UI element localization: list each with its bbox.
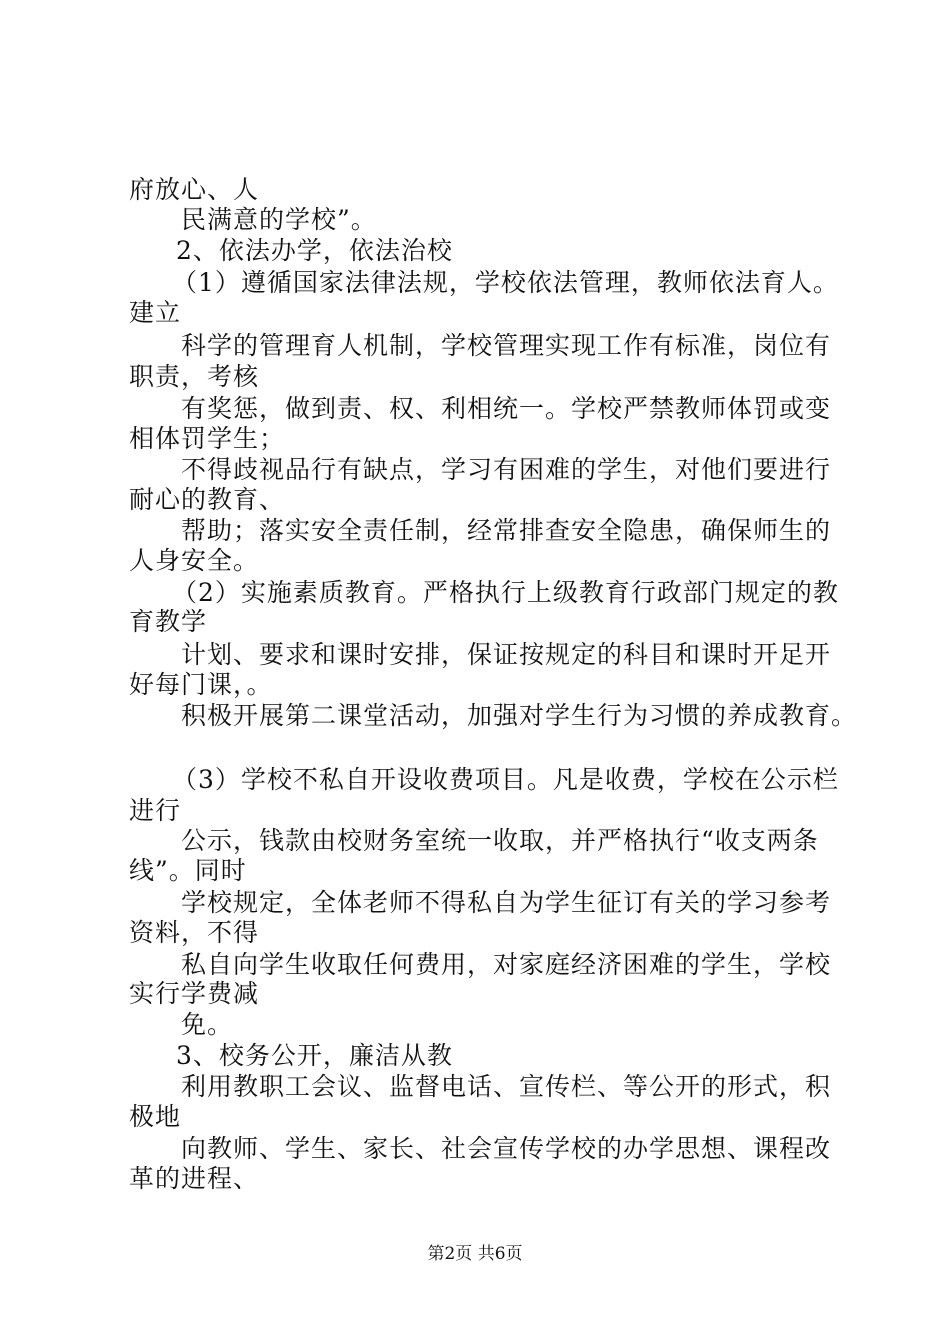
text-line: 积极开展第二课堂活动，加强对学生行为习惯的养成教育。 <box>181 701 858 730</box>
text-line: 科学的管理育人机制，学校管理实现工作有标准，岗位有 <box>181 331 832 360</box>
text-line: 向教师、学生、家长、社会宣传学校的办学思想、课程改 <box>181 1134 832 1163</box>
text-line: （1）遵循国家法律法规，学校依法管理，教师依法育人。 <box>172 268 839 297</box>
text-line: 学校规定，全体老师不得私自为学生征订有关的学习参考 <box>181 888 832 917</box>
page-number-footer: 第2页 共6页 <box>427 1244 523 1264</box>
text-line: 利用教职工会议、监督电话、宣传栏、等公开的形式，积 <box>181 1072 832 1101</box>
text-line: 线”。同时 <box>129 856 247 885</box>
text-line: （3）学校不私自开设收费项目。凡是收费，学校在公示栏 <box>172 765 839 794</box>
text-line: 民满意的学校”。 <box>181 205 377 234</box>
text-line: 私自向学生收取任何费用，对家庭经济困难的学生，学校 <box>181 950 832 979</box>
section-heading: 3、校务公开，廉洁从教 <box>176 1041 453 1070</box>
text-line: 职责，考核 <box>129 362 260 391</box>
text-line: 免。 <box>181 1010 234 1039</box>
text-line: 实行学费减 <box>129 979 260 1008</box>
text-line: 有奖惩，做到责、权、利相统一。学校严禁教师体罚或变 <box>181 394 832 423</box>
text-line: 相体罚学生； <box>129 424 286 453</box>
text-line: 人身安全。 <box>129 546 260 575</box>
text-line: 极地 <box>129 1102 182 1131</box>
text-line: 耐心的教育、 <box>129 485 286 514</box>
text-line: 好每门课，。 <box>129 670 273 699</box>
text-line: 不得歧视品行有缺点，学习有困难的学生，对他们要进行 <box>181 455 832 484</box>
text-line: 革的进程、 <box>129 1164 260 1193</box>
text-line: （2）实施素质教育。严格执行上级教育行政部门规定的教 <box>172 578 839 607</box>
section-heading: 2、依法办学，依法治校 <box>176 236 453 265</box>
text-line: 府放心、人 <box>129 175 260 204</box>
text-line: 资料，不得 <box>129 918 260 947</box>
text-line: 育教学 <box>129 607 208 636</box>
text-line: 公示，钱款由校财务室统一收取，并严格执行“收支两条 <box>181 826 819 855</box>
text-line: 建立 <box>129 298 182 327</box>
text-line: 计划、要求和课时安排，保证按规定的科目和课时开足开 <box>181 640 832 669</box>
text-line: 帮助；落实安全责任制，经常排查安全隐患，确保师生的 <box>181 516 832 545</box>
text-line: 进行 <box>129 796 182 825</box>
